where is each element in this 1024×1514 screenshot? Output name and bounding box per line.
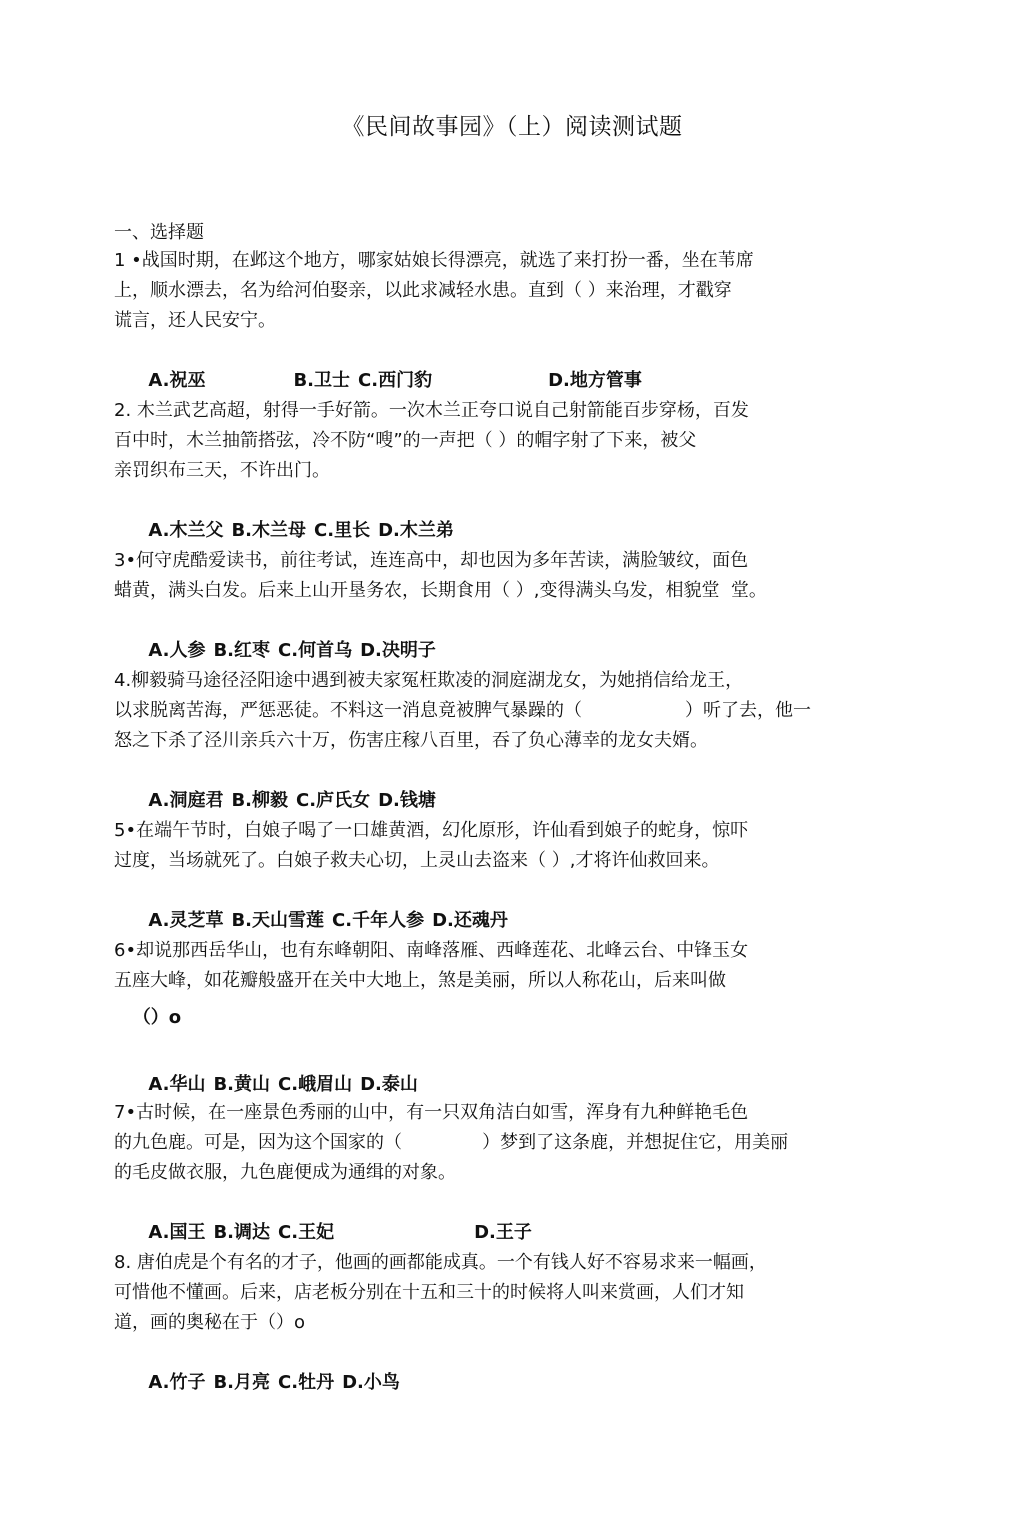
options-row [114,1338,914,1393]
option-d: D.决明子 [360,640,436,661]
option-c: C.庐氏女 [296,790,371,811]
question-line: 上，顺水漂去，名为给河伯娶亲，以此求减轻水患。直到（ ）来治理，才戳穿 [114,280,732,301]
question-line: 百中时，木兰抽箭搭弦，冷不防“嗖”的一声把（ ）的帽字射了下来，被父 [114,430,697,451]
option-c: C.牡丹 [278,1372,335,1393]
option-a: A.木兰父 [148,520,224,541]
question-5 [114,816,914,931]
option-b: B.黄山 [213,1074,271,1095]
question-line: 道，画的奥秘在于（）o [114,1312,306,1333]
question-line: 的毛皮做衣服，九色鹿便成为通缉的对象。 [114,1162,456,1183]
question-line: 1 •战国时期，在邺这个地方，哪家姑娘长得漂亮，就选了来打扮一番，坐在苇席 [114,250,754,271]
question-2 [114,396,914,541]
question-line: 以求脱离苦海，严惩恶徒。不料这一消息竟被脾气暴躁的（ ）听了去，他一 [114,700,811,721]
option-a: A.祝巫 [148,370,206,391]
option-d: D.泰山 [360,1074,418,1095]
question-line: 5•在端午节时，白娘子喝了一口雄黄酒，幻化原形，许仙看到娘子的蛇身，惊吓 [114,820,749,841]
option-b: B.柳毅 [231,790,289,811]
question-6 [114,936,914,1095]
option-c: C.何首乌 [278,640,353,661]
question-line: 可惜他不懂画。后来，店老板分别在十五和三十的时候将人叫来赏画，人们才知 [114,1282,744,1303]
question-line: 6•却说那西岳华山，也有东峰朝阳、南峰落雁、西峰莲花、北峰云台、中锋玉女 [114,940,749,961]
option-d: D.木兰弟 [378,520,454,541]
options-row [114,486,914,541]
question-8 [114,1248,914,1393]
question-7 [114,1098,914,1243]
option-a: A.国王 [148,1222,206,1243]
option-d: D.小鸟 [342,1372,400,1393]
question-line: 的九色鹿。可是，因为这个国家的（ ）梦到了这条鹿，并想捉住它，用美丽 [114,1132,789,1153]
question-line: 2. 木兰武艺高超，射得一手好箭。一次木兰正夸口说自己射箭能百步穿杨，百发 [114,400,749,421]
options-row [114,336,914,391]
question-line: 7•古时候，在一座景色秀丽的山中，有一只双角洁白如雪，浑身有九种鲜艳毛色 [114,1102,749,1123]
question-line: 怒之下杀了泾川亲兵六十万，伤害庄稼八百里，吞了负心薄幸的龙女夫婿。 [114,730,708,751]
options-row [114,606,914,661]
options-row [114,756,914,811]
question-3 [114,546,914,661]
question-line: 亲罚织布三天，不许出门。 [114,460,330,481]
option-b: B.月亮 [213,1372,271,1393]
option-b: B.木兰母 [231,520,307,541]
question-line: 3•何守虎酷爱读书，前往考试，连连高中，却也因为多年苦读，满脸皱纹，面色 [114,550,749,571]
options-row [114,876,914,931]
question-line: 五座大峰，如花瓣般盛开在关中大地上，煞是美丽，所以人称花山，后来叫做 [114,970,726,991]
option-c: C.峨眉山 [278,1074,353,1095]
option-a: A.华山 [148,1074,206,1095]
question-line: 8. 唐伯虎是个有名的才子，他画的画都能成真。一个有钱人好不容易求来一幅画， [114,1252,767,1273]
question-line: （）o [114,1007,182,1028]
question-line: 蜡黄，满头白发。后来上山开垦务农，长期食用（ ）,变得满头乌发，相貌堂 堂。 [114,580,767,601]
option-d: D.钱塘 [378,790,436,811]
question-1 [114,246,914,391]
options-row [114,1040,914,1095]
option-c: C.王妃 [278,1222,335,1243]
option-d: D.还魂丹 [432,910,508,931]
option-a: A.洞庭君 [148,790,224,811]
option-a: A.竹子 [148,1372,206,1393]
question-4 [114,666,914,811]
option-b: B.调达 [213,1222,271,1243]
option-a: A.人参 [148,640,206,661]
question-line: 过度，当场就死了。白娘子救夫心切，上灵山去盗来（ ）,才将许仙救回来。 [114,850,720,871]
option-c: C.千年人参 [332,910,425,931]
question-line: 谎言，还人民安宁。 [114,310,276,331]
option-b: B.天山雪莲 [231,910,325,931]
page-title: 《民间故事园》（上）阅读测试题 [341,114,683,140]
option-a: A.灵芝草 [148,910,224,931]
option-b: B.红枣 [213,640,271,661]
option-b: B.卫士 [293,370,351,391]
section-heading: 一、选择题 [114,222,204,243]
option-c: C.西门豹 [358,370,433,391]
option-c: C.里长 [314,520,371,541]
options-row [114,1188,914,1243]
option-d: D.王子 [474,1222,532,1243]
option-d: D.地方管事 [548,370,642,391]
question-line: 4.柳毅骑马途径泾阳途中遇到被夫家冤枉欺凌的洞庭湖龙女，为她捎信给龙王， [114,670,744,691]
